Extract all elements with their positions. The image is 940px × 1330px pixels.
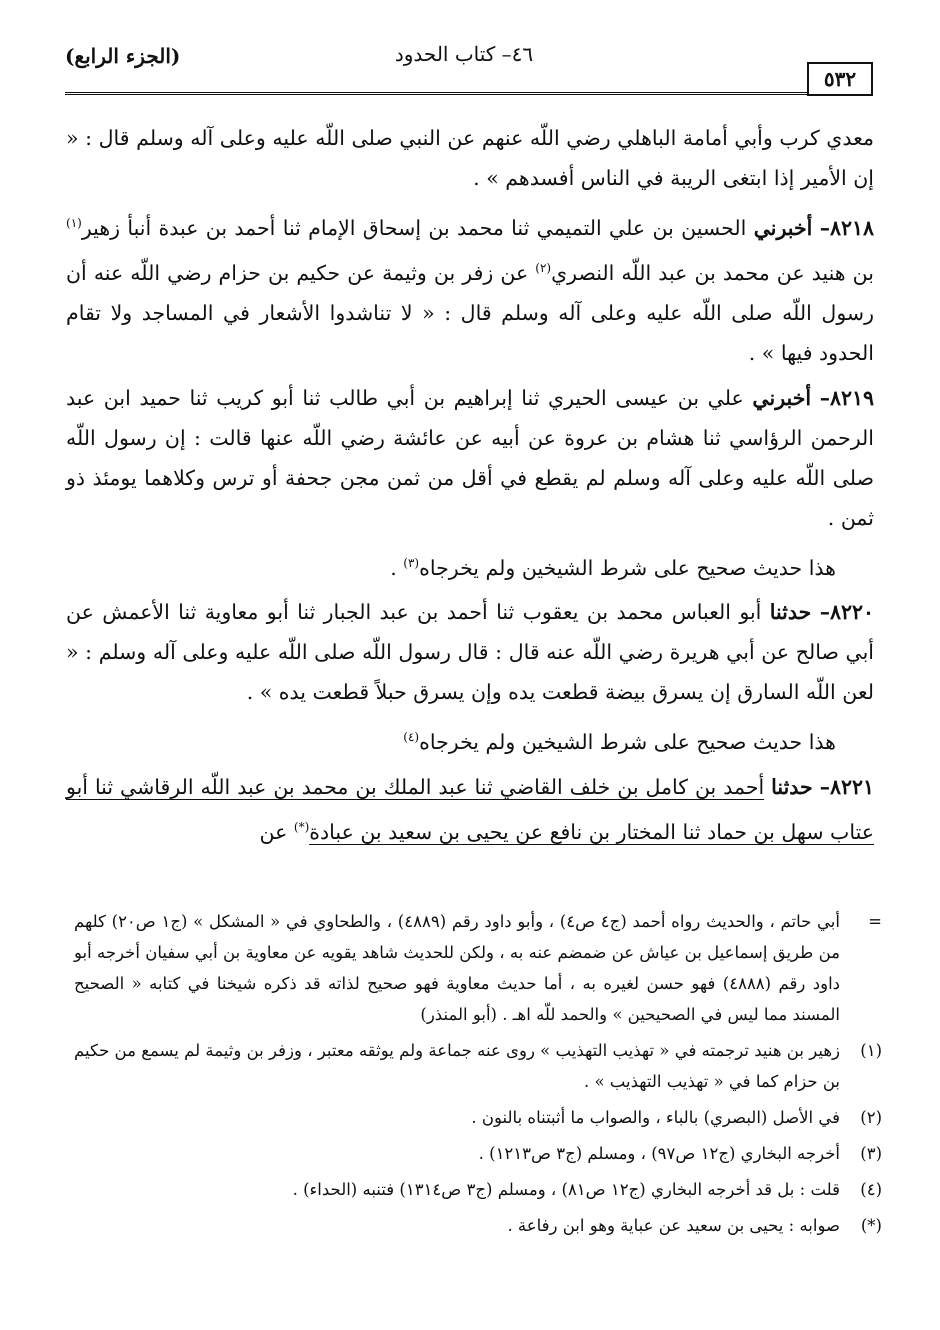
- hadith-text: عن زفر بن وثيمة عن حكيم بن حزام رضي اللّه عنه أن رسول اللّه صلى اللّه عليه وعلى آله وسلم قال : « لا تناشدوا الأشعار في المساجد ولا تقام الحدود فيها » .: [66, 260, 874, 365]
- footnotes: [74, 906, 882, 1246]
- hadith-8218: [66, 203, 874, 373]
- footnote-2: (٢) في الأصل (البصري) بالباء ، والصواب ما أثبتناه بالنون .: [74, 1102, 882, 1133]
- hadith-lead: أخبرني: [753, 215, 813, 240]
- footnote-continuation: = أبي حاتم ، والحديث رواه أحمد (ج٤ ص٤) ، وأبو داود رقم (٤٨٨٩) ، والطحاوي في « المشكل » (ج١ ص٢٠) كلهم من طريق إسماعيل بن عياش عن ضمضم عنه به ، ولكن للحديث شاهد يقويه عن معاوية بن أبي سفيان أخرجه أبو داود رقم (٤٨٨٨) فهو حسن لغيره به ، أما حديث معاوية فهو صحيح لذاته قد ذكره شيخنا في كتابه « الصحيح المسند مما ليس في الصحيحين » والحمد للّه اهـ . (أبو المنذر): [74, 906, 882, 1030]
- header-rule: [65, 92, 807, 95]
- hadith-text: أحمد بن كامل بن خلف القاضي ثنا عبد الملك بن محمد بن عبد اللّه الرقاشي ثنا أبو عتاب سهل بن حماد ثنا المختار بن نافع عن يحيى بن سعيد بن عبادة: [66, 775, 874, 845]
- grading-note: هذا حديث صحيح على شرط الشيخين ولم يخرجاه$^{(٣)}$ .: [390, 555, 836, 580]
- footnote-ref: (٢): [535, 260, 552, 275]
- footnote-ref: (٤): [403, 730, 420, 745]
- footnote-mark: (٢): [860, 1108, 882, 1127]
- volume-label: (الجزء الرابع): [65, 44, 181, 68]
- continuation-mark: =: [868, 912, 882, 931]
- hadith-text: علي بن عيسى الحيري ثنا إبراهيم بن أبي طالب ثنا أبو كريب ثنا حميد ابن عبد الرحمن الرؤاسي ثنا هشام بن عروة عن أبيه عن عائشة رضي اللّه عنها قالت : إن رسول اللّه صلى اللّه عليه وعلى آله وسلم لم يقطع في أقل من ثمن مجن جحفة أو ترس وكلاهما يومئذ ذو ثمن .: [66, 385, 874, 530]
- hadith-text: أبو العباس محمد بن يعقوب ثنا أحمد بن عبد الجبار ثنا أبو معاوية ثنا الأعمش عن أبي صالح عن أبي هريرة رضي اللّه عنه قال : قال رسول اللّه صلى اللّه عليه وعلى آله وسلم : « لعن اللّه السارق إن يسرق بيضة قطعت يده وإن يسرق حبلاً قطعت يده » .: [66, 600, 874, 705]
- hadith-lead: حدثنا: [771, 775, 813, 800]
- footnote-ref: (*): [293, 820, 310, 835]
- main-text: [66, 118, 874, 857]
- hadith-8220: [66, 592, 874, 712]
- hadith-number: ٨٢١٩–: [819, 385, 874, 410]
- hadith-8219: [66, 378, 874, 538]
- page-header: [55, 40, 873, 98]
- footnote-1: (١) زهير بن هنيد ترجمته في « تهذيب التهذيب » روى عنه جماعة ولم يوثقه معتبر ، وزفر بن وثيمة لم يسمع من حكيم بن حزام كما في « تهذيب التهذيب » .: [74, 1035, 882, 1097]
- footnote-ref: (١): [66, 216, 82, 230]
- footnote-4: (٤) قلت : بل قد أخرجه البخاري (ج١٢ ص٨١) ، ومسلم (ج٣ ص١٣١٤) فتنبه (الحداء) .: [74, 1174, 882, 1205]
- hadith-lead: أخبرني: [752, 385, 812, 410]
- footnote-star: (*) صوابه : يحيى بن سعيد عن عباية وهو ابن رفاعة .: [74, 1210, 882, 1241]
- footnote-3: (٣) أخرجه البخاري (ج١٢ ص٩٧) ، ومسلم (ج٣ ص١٢١٣) .: [74, 1138, 882, 1169]
- hadith-text: عن: [259, 820, 288, 845]
- hadith-number: ٨٢٢١–: [819, 775, 874, 800]
- hadith-number: ٨٢١٨–: [819, 215, 874, 240]
- hadith-8221: [66, 767, 874, 852]
- footnote-mark: (١): [860, 1041, 882, 1060]
- grading-note: هذا حديث صحيح على شرط الشيخين ولم يخرجاه$^{(٤)}$: [403, 730, 836, 755]
- page-number: ٥٣٢: [807, 62, 873, 96]
- hadith-lead: حدثنا: [769, 600, 812, 625]
- hadith-text: الحسين بن علي التميمي ثنا محمد بن إسحاق الإمام ثنا أحمد بن عبدة أنبأ زهير: [81, 215, 747, 240]
- footnote-mark: (*): [860, 1216, 882, 1235]
- book-title: ٤٦– كتاب الحدود: [394, 42, 534, 66]
- hadith-text: بن هنيد عن محمد بن عبد اللّه النصري: [551, 260, 874, 285]
- footnote-mark: (٣): [860, 1144, 882, 1163]
- footnote-ref: (٣): [403, 555, 420, 570]
- hadith-number: ٨٢٢٠–: [819, 600, 874, 625]
- footnote-mark: (٤): [860, 1180, 882, 1199]
- paragraph-continuation: معدي كرب وأبي أمامة الباهلي رضي اللّه عنهم عن النبي صلى اللّه عليه وعلى آله وسلم قال : « إن الأمير إذا ابتغى الريبة في الناس أفسدهم » .: [66, 126, 874, 190]
